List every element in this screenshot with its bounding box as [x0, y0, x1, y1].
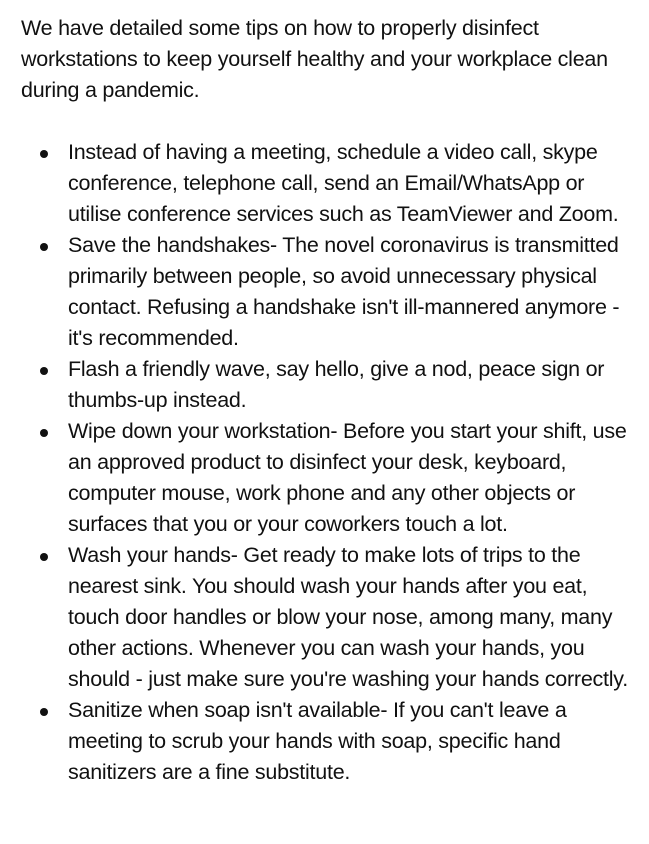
tip-item-1	[21, 137, 629, 230]
bullet-icon	[40, 150, 48, 158]
tip-item-3	[21, 354, 629, 416]
tip-item-6	[21, 695, 629, 788]
tip-text: Sanitize when soap isn't available- If you can't leave a meeting to scrub your hands with soap, specific hand sanitizers are a fine substitute.	[68, 698, 567, 784]
bullet-icon	[40, 243, 48, 251]
tip-item-5	[21, 540, 629, 695]
intro-paragraph: We have detailed some tips on how to properly disinfect workstations to keep yourself healthy and your workplace clean during a pandemic.	[21, 16, 608, 102]
tip-item-2	[21, 230, 629, 354]
tip-item-4	[21, 416, 629, 540]
bullet-icon	[40, 367, 48, 375]
tip-text: Instead of having a meeting, schedule a video call, skype conference, telephone call, send an Email/WhatsApp or utilise conference services such as TeamViewer and Zoom.	[68, 140, 619, 226]
bullet-icon	[40, 553, 48, 561]
tip-text: Wipe down your workstation- Before you start your shift, use an approved product to disinfect your desk, keyboard, computer mouse, work phone and any other objects or surfaces that you or your coworkers touch a lot.	[68, 419, 627, 536]
tips-list	[21, 137, 629, 788]
bullet-icon	[40, 708, 48, 716]
tip-text: Flash a friendly wave, say hello, give a nod, peace sign or thumbs-up instead.	[68, 357, 605, 412]
tip-text: Save the handshakes- The novel coronavirus is transmitted primarily between people, so avoid unnecessary physical contact. Refusing a handshake isn't ill-mannered anymore - it's recommended.	[68, 233, 620, 350]
bullet-icon	[40, 429, 48, 437]
tip-text: Wash your hands- Get ready to make lots of trips to the nearest sink. You should wash your hands after you eat, touch door handles or blow your nose, among many, many other actions. Whenever you can wash your hands, you should - just make sure you're washing your hands correctly.	[68, 543, 628, 691]
